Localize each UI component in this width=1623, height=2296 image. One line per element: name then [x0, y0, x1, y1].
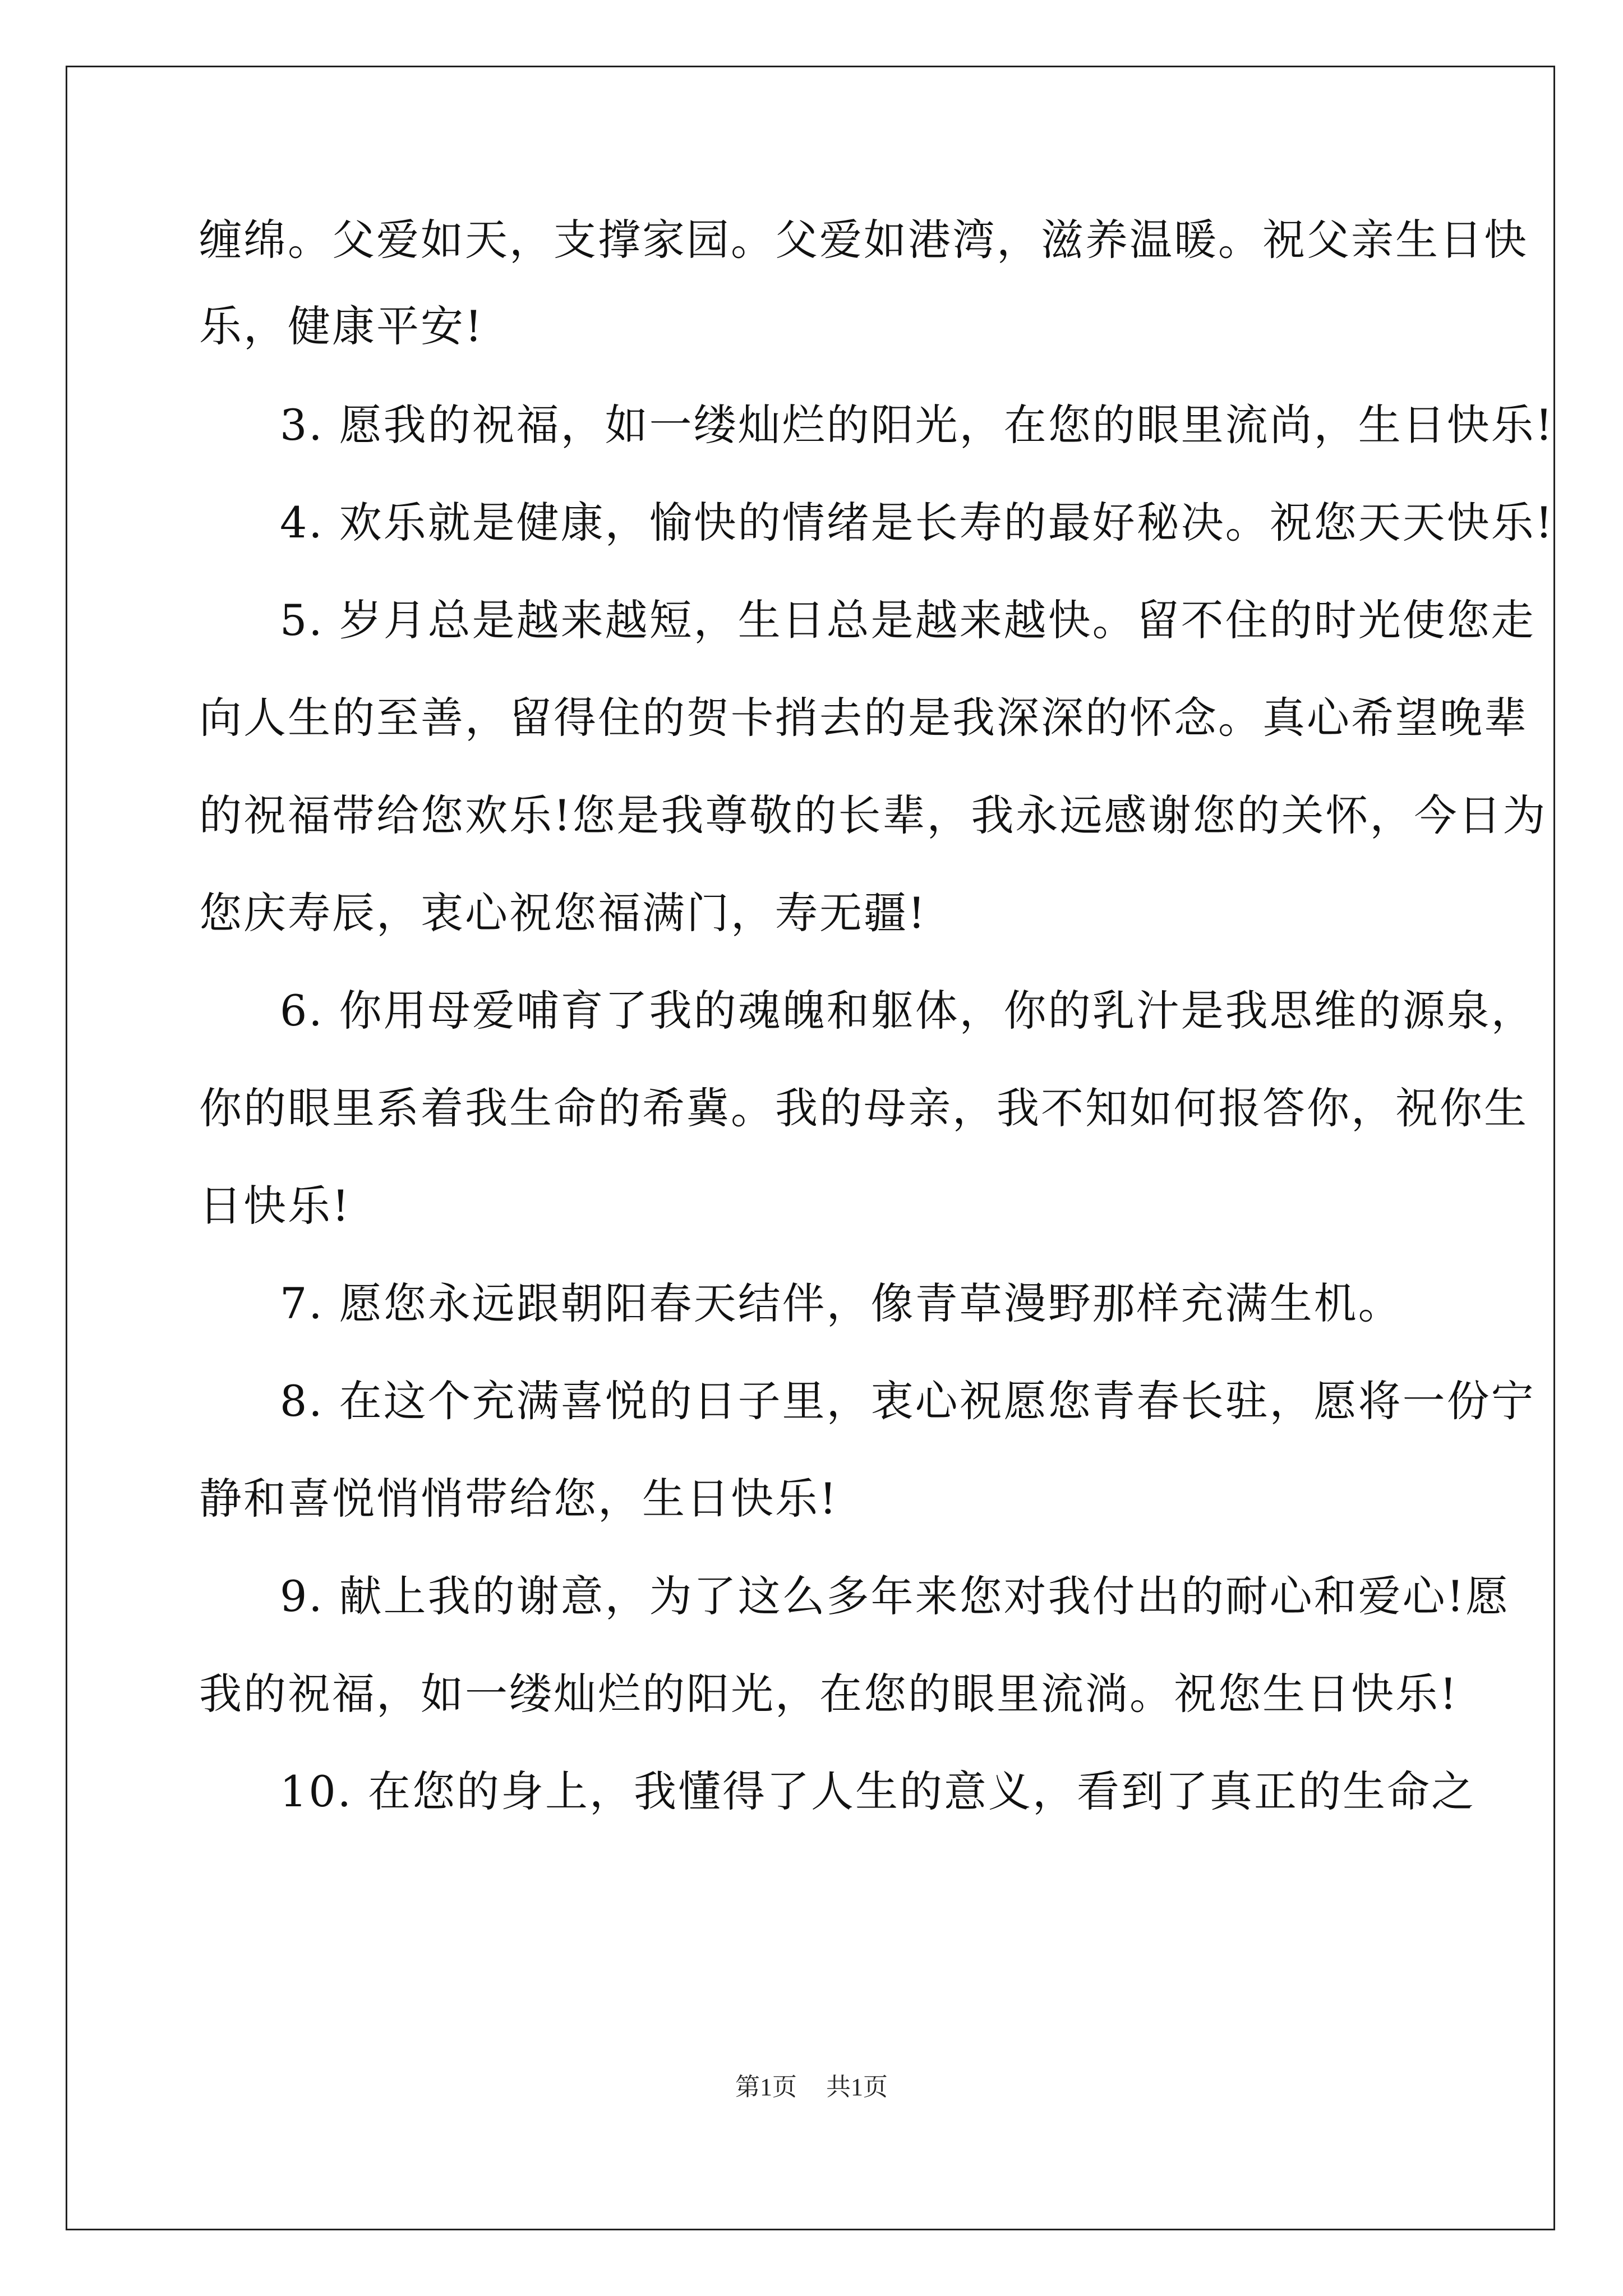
- list-item-6: 6. 你用母爱哺育了我的魂魄和躯体，你的乳汁是我思维的源泉，: [280, 986, 1536, 1036]
- text-line: 的祝福带给您欢乐!您是我尊敬的长辈，我永远感谢您的关怀，今日为: [199, 790, 1547, 840]
- page-border: [66, 66, 1555, 2230]
- list-item-3: 3. 愿我的祝福，如一缕灿烂的阳光，在您的眼里流尚，生日快乐!: [280, 400, 1555, 450]
- text-line: 我的祝福，如一缕灿烂的阳光，在您的眼里流淌。祝您生日快乐!: [199, 1669, 1459, 1719]
- text-line: 日快乐!: [199, 1181, 351, 1231]
- list-item-10: 10. 在您的身上，我懂得了人生的意义，看到了真正的生命之: [280, 1766, 1476, 1816]
- text-line: 缠绵。父爱如天，支撑家园。父爱如港湾，滋养温暖。祝父亲生日快: [199, 215, 1528, 265]
- list-item-7: 7. 愿您永远跟朝阳春天结伴，像青草漫野那样充满生机。: [280, 1278, 1403, 1328]
- list-item-9: 9. 献上我的谢意，为了这么多年来您对我付出的耐心和爱心!愿: [280, 1571, 1510, 1621]
- text-line: 静和喜悦悄悄带给您，生日快乐!: [199, 1474, 838, 1524]
- list-item-4: 4. 欢乐就是健康，愉快的情绪是长寿的最好秘决。祝您天天快乐!: [280, 498, 1555, 547]
- page-footer: [0, 2072, 1623, 2103]
- page-number-total: 共1页: [826, 2073, 888, 2101]
- list-item-5: 5. 岁月总是越来越短，生日总是越来越快。留不住的时光使您走: [280, 595, 1536, 645]
- text-line: 你的眼里系着我生命的希冀。我的母亲，我不知如何报答你，祝你生: [199, 1083, 1528, 1133]
- text-line: 您庆寿辰，衷心祝您福满门，寿无疆!: [199, 888, 927, 938]
- page-number-current: 第1页: [735, 2073, 797, 2101]
- text-line: 乐，健康平安!: [199, 301, 484, 351]
- text-line: 向人生的至善，留得住的贺卡捎去的是我深深的怀念。真心希望晚辈: [199, 693, 1528, 743]
- list-item-8: 8. 在这个充满喜悦的日子里，衷心祝愿您青春长驻，愿将一份宁: [280, 1376, 1536, 1426]
